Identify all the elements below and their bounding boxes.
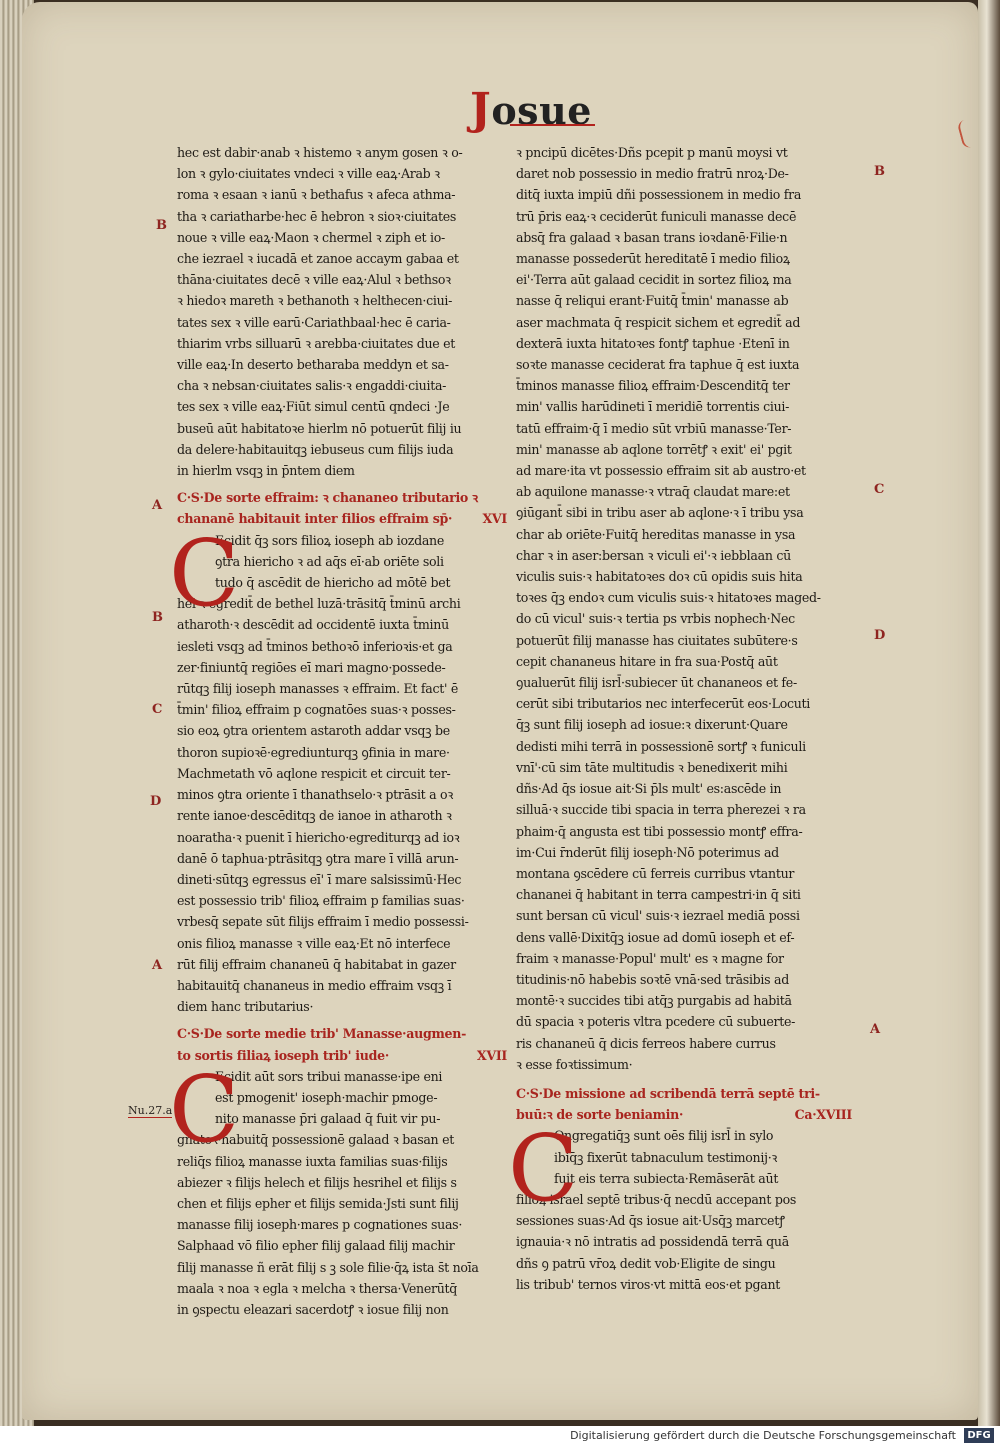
text-line: tudo q̄ ascēdit de hiericho ad mōtē bet xyxy=(215,575,451,591)
text-line: minos ꝯtra oriente ī thanathselo·ꝛ ptrāsit a oꝛ xyxy=(177,787,453,803)
text-line: da delere·habitauitqꝫ iebuseus cum filijs iuda xyxy=(177,441,454,457)
text-line: ꝯiūgant̄ sibi in tribu aser ab aqlone·ꝛ ī tribu ysa xyxy=(516,505,804,521)
chapter-rubric: C·S·De sorte medie trib' Manasse·augmen- xyxy=(177,1026,466,1042)
text-line: thiarim vrbs silluarū ꝛ arebba·ciuitates due et xyxy=(177,335,456,351)
right-column xyxy=(508,142,852,1295)
running-head-rest: osue xyxy=(491,88,592,133)
text-line: dedisti mihi terrā in possessionē sortꝭ ꝛ funiculi xyxy=(516,738,806,754)
chapter-number: XVI xyxy=(482,511,507,527)
text-line: ad mare·ita vt possessio effraim sit ab austro·et xyxy=(516,463,806,479)
text-line: diem hanc tributarius· xyxy=(177,999,314,1015)
text-line: aser machmata q̄ respicit sichem et egredit̄ ad xyxy=(516,314,801,330)
text-line: thoron supioꝛē·egrediunturqꝫ ꝯfinia in mare· xyxy=(177,744,450,760)
text-line: cha ꝛ nebsan·ciuitates salis·ꝛ engaddi·ciuita- xyxy=(177,378,447,394)
text-line: ꝯualuerūt filij isrl̄·subiecer ūt chananeos et fe- xyxy=(516,675,797,691)
text-line: abiezer ꝛ filijs helech et filijs hesrihel et filijs s xyxy=(177,1174,457,1190)
text-line: dineti·sūtqꝫ egressus eī' ī mare salsissimū·Hec xyxy=(177,871,462,887)
text-line: tatū effraim·q̄ ī medio sūt vrbiū manasse·Ter- xyxy=(516,420,792,436)
text-line: Ecidit aūt sors tribui manasse·ipe eni xyxy=(215,1068,443,1084)
text-line: im·Cui r̄nderūt filij ioseph·Nō poterimus ad xyxy=(516,844,779,860)
text-line: dexterā iuxta hitatoꝛes fontꝭ taphue ·Etenī in xyxy=(516,335,790,351)
text-line: Machmetath vō aqlone respicit et circuit ter- xyxy=(177,765,451,781)
chapter-rubric-2: chananē habitauit inter filios effraim sp̄· xyxy=(177,511,453,527)
text-line: chananei q̄ habitant in terra campestri·in q̄ siti xyxy=(516,887,801,903)
drop-cap: C xyxy=(169,1055,240,1163)
text-line: filij manasse ñ erāt filij s ꝫ sole filie·q̄ꝝ ista s̄t noīa xyxy=(177,1259,479,1275)
text-line: noaratha·ꝛ puenit ī hiericho·egrediturqꝫ ad ioꝛ xyxy=(177,829,460,845)
text-line: ibiq̄ꝫ fixerūt tabnaculum testimonij·ꝛ xyxy=(554,1149,778,1165)
text-line: t̄min' filioꝝ effraim p cognatōes suas·ꝛ posses- xyxy=(177,702,456,718)
text-line: montē·ꝛ succides tibi atq̄ꝫ purgabis ad habitā xyxy=(516,993,792,1009)
text-line: hec est dabir·anab ꝛ histemo ꝛ anym gosen ꝛ o- xyxy=(177,145,463,160)
text-line: absq̄ fra galaad ꝛ basan trans ioꝛdanē·Filie·n xyxy=(516,229,788,245)
margin-letter: C xyxy=(874,482,885,497)
text-line: vrbesq̄ sepate sūt filijs effraim ī medio possessi- xyxy=(177,914,469,930)
text-line: noue ꝛ ville eaꝝ·Maon ꝛ chermel ꝛ ziph et io- xyxy=(177,229,445,245)
text-line: dū spacia ꝛ poteris vltra pcedere cū subuerte- xyxy=(516,1014,796,1030)
digitization-footer xyxy=(0,1426,1000,1446)
text-line: maala ꝛ noa ꝛ egla ꝛ melcha ꝛ thersa·Venerūtq̄ xyxy=(177,1280,458,1296)
chapter-rubric-2: to sortis filiaꝝ ioseph trib' iude· xyxy=(177,1047,389,1063)
text-line: dñs·Ad q̄s iosue ait·Si p̄ls mult' es:ascēde in xyxy=(516,781,782,797)
text-line: roma ꝛ esaan ꝛ ianū ꝛ bethafus ꝛ afeca athma- xyxy=(177,187,456,203)
text-line: tates sex ꝛ ville earū·Cariathbaal·hec ē caria- xyxy=(177,314,451,330)
chapter-rubric: C·S·De missione ad scribendā terrā septē tri- xyxy=(516,1085,820,1101)
text-line: Ecidit q̄ꝫ sors filioꝝ ioseph ab iozdane xyxy=(215,532,445,548)
head-flourish xyxy=(510,124,595,130)
text-line: dens vallē·Dixitq̄ꝫ iosue ad domū ioseph et ef- xyxy=(516,929,795,945)
chapter-rubric-2: buū:ꝛ de sorte beniamin· xyxy=(516,1107,684,1123)
text-line: lon ꝛ gylo·ciuitates vndeci ꝛ ville eaꝝ·Arab ꝛ xyxy=(177,166,440,182)
text-line: zer·finiuntq̄ regiōes eī mari magno·possede- xyxy=(177,659,446,675)
text-line: thāna·ciuitates decē ꝛ ville eaꝝ·Alul ꝛ bethsoꝛ xyxy=(177,272,451,288)
text-line: chen et filijs epher et filijs semida·Jsti sunt filij xyxy=(177,1195,459,1211)
text-line: che iezrael ꝛ iucadā et zanoe accaym gabaa et xyxy=(177,251,459,267)
text-line: cerūt sibi tributarios nec interfecerūt eos·Locuti xyxy=(516,696,811,712)
text-line: ignauia·ꝛ nō intratis ad possidendā terrā quā xyxy=(516,1234,789,1250)
text-line: ditq̄ iuxta impiū dñi possessionem in medio fra xyxy=(516,187,802,203)
text-line: in ꝯspectu eleazari sacerdotꝭ ꝛ iosue filij non xyxy=(177,1301,449,1317)
text-line: nasse q̄ reliqui erant·Fuitq̄ t̄min' manasse ab xyxy=(516,293,789,309)
text-line: titudinis·nō habebis soꝛtē vnā·sed trāsibis ad xyxy=(516,971,789,987)
margin-letter: B xyxy=(152,610,163,625)
text-line: q̄ꝫ sunt filij ioseph ad iosue:ꝛ dixerunt·Quare xyxy=(516,717,788,733)
text-line: filioꝝ israel septē tribus·q̄ necdū accepant pos xyxy=(516,1191,797,1207)
text-line: t̄minos manasse filioꝝ effraim·Descenditq̄ ter xyxy=(516,378,790,394)
text-line: rūtqꝫ filij ioseph manasses ꝛ effraim. Et fact' ē xyxy=(177,681,458,697)
text-line: sessiones suas·Ad q̄s iosue ait·Usq̄ꝫ marcetꝭ xyxy=(516,1213,785,1229)
text-line: manasse possederūt hereditatē ī medio filioꝝ xyxy=(516,251,790,267)
chapter-number: Ca·XVIII xyxy=(794,1107,852,1123)
margin-letter: D xyxy=(150,794,162,809)
left-column xyxy=(169,142,507,1320)
text-line: manasse filij ioseph·mares p cognationes suas· xyxy=(177,1217,463,1233)
text-line: ab aquilone manasse·ꝛ vtraq̄ claudat mare:et xyxy=(516,484,790,500)
text-line: danē ō taphua·ptrāsitqꝫ ꝯtra mare ī villā arun- xyxy=(177,850,459,866)
text-line: potuerūt filij manasse has ciuitates subūtere·s xyxy=(516,632,798,648)
text-line: reliq̄s filioꝝ manasse iuxta familias suas·filijs xyxy=(177,1153,448,1169)
text-line: tes sex ꝛ ville eaꝝ·Fiūt simul centū qndeci ·Je xyxy=(177,399,450,415)
text-line: ris chananeū q̄ dicis ferreos habere currus xyxy=(516,1035,776,1051)
dfg-logo: DFG xyxy=(964,1428,994,1443)
text-line: Ongregatiq̄ꝫ sunt oēs filij isrl̄ in sylo xyxy=(554,1128,774,1144)
text-line: char ab oriēte·Fuitq̄ hereditas manasse in ysa xyxy=(516,526,796,542)
text-line: cepit chananeus hitare in fra sua·Postq̄ aūt xyxy=(516,653,778,669)
text-line: ville eaꝝ·In deserto betharaba meddyn et sa- xyxy=(177,357,449,373)
text-line: ꝛ pncipū dicētes·Dñs pcepit p manū moysi vt xyxy=(516,145,788,160)
text-line: montana ꝯscēdere cū ferreis curribus vtantur xyxy=(516,865,795,881)
text-line: tha ꝛ cariatharbe·hec ē hebron ꝛ sioꝛ·ciuitates xyxy=(177,208,457,224)
margin-letter: C xyxy=(152,702,163,717)
margin-letter: A xyxy=(152,498,163,513)
text-line: rūt filij effraim chananeū q̄ habitabat in gazer xyxy=(177,956,456,972)
drop-cap: C xyxy=(508,1115,579,1223)
text-line: do cū vicul' suis·ꝛ tertia ps vrbis nophech·Nec xyxy=(516,611,795,627)
text-line: sio eoꝝ ꝯtra orientem astaroth addar vsqꝫ be xyxy=(177,723,450,739)
text-line: silluā·ꝛ succide tibi spacia in terra pherezei ꝛ ra xyxy=(516,802,806,818)
chapter-rubric: C·S·De sorte effraim: ꝛ chananeo tributario ꝛ xyxy=(177,490,478,506)
text-line: nito manasse p̄ri galaad q̄ fuit vir pu- xyxy=(215,1111,441,1127)
text-line: lis tribub' ternos viros·vt mittā eos·et pgant xyxy=(516,1276,781,1292)
text-line: ꝛ esse foꝛtissimum· xyxy=(516,1056,633,1072)
text-line: trū p̄ris eaꝝ·ꝛ ceciderūt funiculi manasse decē xyxy=(516,208,797,224)
chapter-number: XVII xyxy=(476,1047,507,1063)
right-paragraph xyxy=(516,142,852,1075)
text-line: viculis suis·ꝛ habitatoꝛes doꝛ cū opidis suis hita xyxy=(516,569,803,585)
margin-letter: B xyxy=(874,164,885,179)
text-line: buseū aūt habitatoꝛe hierlm nō potuerūt filij iu xyxy=(177,420,462,436)
text-line: fraim ꝛ manasse·Popul' mult' es ꝛ magne for xyxy=(516,950,784,966)
text-line: ꝯtra hiericho ꝛ ad aq̄s eī·ab oriēte soli xyxy=(215,553,444,569)
running-head-initial: J xyxy=(470,84,492,135)
text-line: min' manasse ab aqlone torrētꝭ ꝛ exit' ei' pgit xyxy=(516,441,792,457)
text-line: iesleti vsqꝫ ad t̄minos bethoꝛō inferioꝛis·et ga xyxy=(177,638,453,654)
book-fore-edge xyxy=(978,0,1000,1426)
text-line: char ꝛ in aser:bersan ꝛ viculi ei'·ꝛ iebblaan cū xyxy=(516,547,791,563)
margin-letter: D xyxy=(874,628,886,643)
text-line: min' vallis harūdineti ī meridiē torrentis ciui- xyxy=(516,399,790,415)
cross-reference xyxy=(128,1104,172,1117)
text-line: gnatoꝛ·habuitq̄ possessionē galaad ꝛ basan et xyxy=(177,1132,454,1148)
text-line: ei'·Terra aūt galaad cecidit in sortez filioꝝ ma xyxy=(516,272,792,288)
left-paragraph xyxy=(177,142,507,481)
text-line: est pmogenit' ioseph·machir pmoge- xyxy=(215,1089,438,1105)
cross-reference-text: Nu.27.a xyxy=(128,1104,173,1117)
margin-letter: A xyxy=(152,958,163,973)
text-line: Salphaad vō filio epher filij galaad filij machir xyxy=(177,1238,455,1254)
text-line: fuit eis terra subiecta·Remāserāt aūt xyxy=(554,1170,779,1186)
text-line: in hierlm vsqꝫ in p̄ntem diem xyxy=(177,463,355,479)
footer-credit: Digitalisierung gefördert durch die Deutsche Forschungsgemeinschaft xyxy=(570,1429,956,1442)
text-line: hel ꝛ egredit̄ de bethel luzā·trāsitq̄ t̄minū archi xyxy=(177,596,461,612)
text-line: rente ianoe·descēditqꝫ de ianoe in atharoth ꝛ xyxy=(177,808,452,824)
text-line: habitauitq̄ chananeus in medio effraim vsqꝫ ī xyxy=(177,977,452,993)
text-line: vnī'·cū sim tāte multitudis ꝛ benedixerit mihi xyxy=(516,759,788,775)
text-line: toꝛes q̄ꝫ endoꝛ cum viculis suis·ꝛ hitatoꝛes maged- xyxy=(516,590,821,606)
text-line: daret nob possessio in medio fratrū nroꝝ·De- xyxy=(516,166,789,182)
text-line: ꝛ hiedoꝛ mareth ꝛ bethanoth ꝛ helthecen·ciui- xyxy=(177,293,453,309)
text-line: soꝛte manasse ceciderat fra taphue q̄ est iuxta xyxy=(516,357,800,373)
text-line: sunt bersan cū vicul' suis·ꝛ iezrael mediā possi xyxy=(516,908,800,924)
text-line: est possessio trib' filioꝝ effraim p familias suas· xyxy=(177,893,465,909)
text-line: dñs ꝯ patrū vr̄oꝝ dedit vob·Eligite de singu xyxy=(516,1255,776,1271)
text-line: atharoth·ꝛ descēdit ad occidentē iuxta t̄minū xyxy=(177,617,449,633)
margin-letter: B xyxy=(156,218,167,233)
margin-letter: A xyxy=(870,1022,881,1037)
text-line: onis filioꝝ manasse ꝛ ville eaꝝ·Et nō interfece xyxy=(177,935,451,951)
text-line: phaim·q̄ angusta est tibi possessio montꝭ effra- xyxy=(516,823,803,839)
drop-cap: C xyxy=(169,519,240,627)
